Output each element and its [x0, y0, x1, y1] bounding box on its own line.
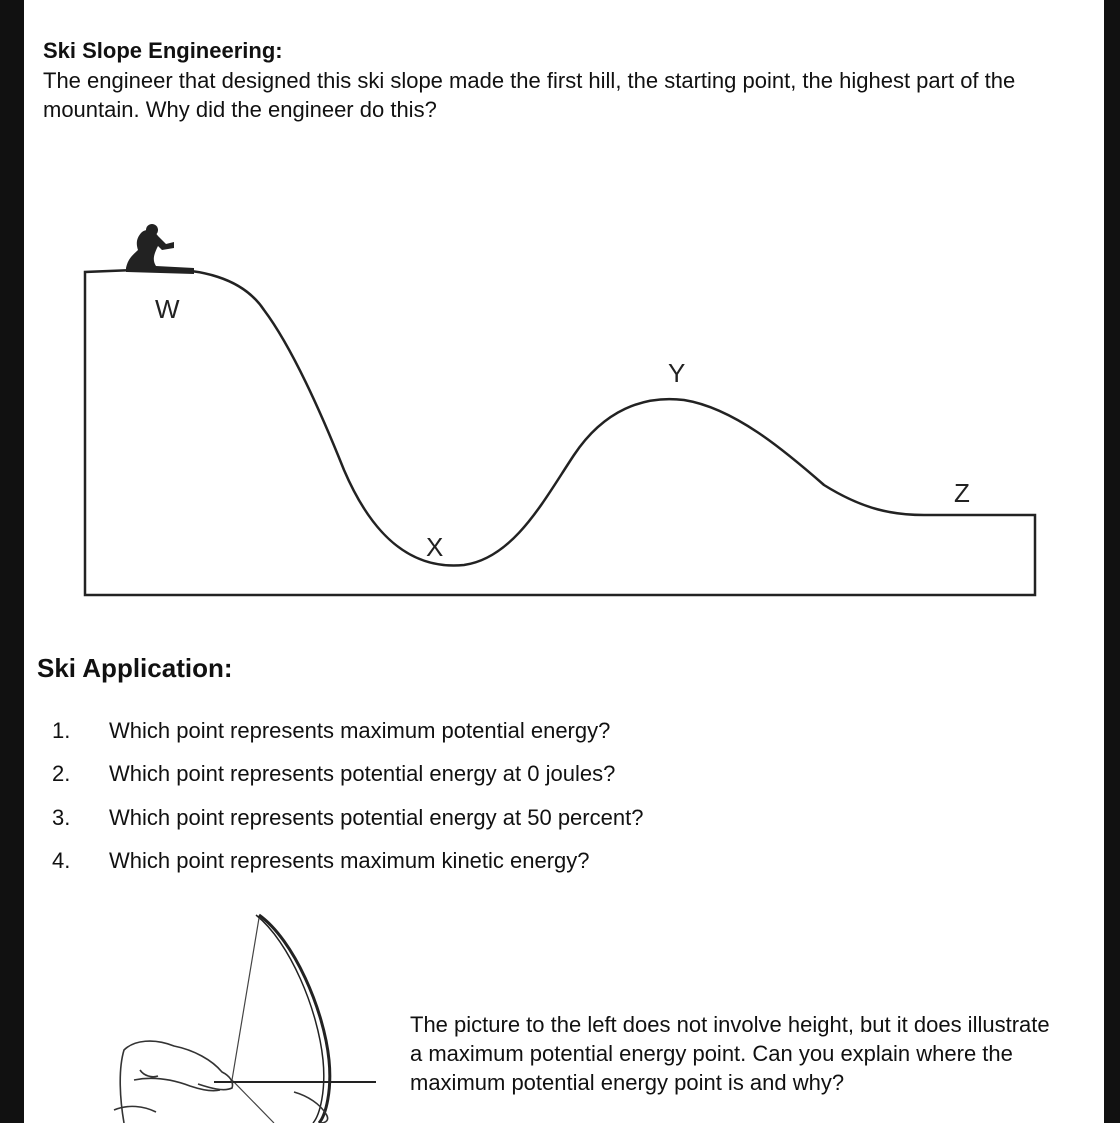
- question-item: [52, 761, 615, 787]
- ski-slope-question: The engineer that designed this ski slope made the first hill, the starting point, the highest part of the mountain. Why did the engineer do this?: [43, 68, 1016, 122]
- question-item: [52, 718, 610, 744]
- section-heading-ski-application: Ski Application:: [37, 653, 233, 683]
- question-text: Which point represents potential energy at 50 percent?: [109, 805, 644, 830]
- question-number: 1.: [52, 718, 71, 743]
- point-label-z: Z: [954, 478, 970, 508]
- worksheet-page: [24, 0, 1104, 1123]
- question-number: 3.: [52, 805, 71, 830]
- point-label-y: Y: [668, 358, 686, 388]
- question-item: [52, 805, 643, 831]
- ski-slope-diagram: [24, 210, 1104, 610]
- section-heading-ski-slope: Ski Slope Engineering:: [43, 38, 283, 63]
- question-text: Which point represents maximum kinetic energy?: [109, 848, 590, 873]
- question-number: 2.: [52, 761, 71, 786]
- question-text: Which point represents potential energy at 0 joules?: [109, 761, 616, 786]
- bowstring: [232, 918, 274, 1123]
- bow-question: The picture to the left does not involve height, but it does illustrate a maximum potential energy point. Can you explain where the maximum potential energy point is and why?: [410, 1012, 1050, 1095]
- question-item: [52, 848, 590, 874]
- archer-illustration: [94, 900, 414, 1123]
- question-number: 4.: [52, 848, 71, 873]
- point-label-w: W: [155, 294, 180, 324]
- point-label-x: X: [426, 532, 444, 562]
- question-text: Which point represents maximum potential energy?: [109, 718, 611, 743]
- slope-outline: [85, 269, 1035, 595]
- skier-icon: [126, 224, 194, 274]
